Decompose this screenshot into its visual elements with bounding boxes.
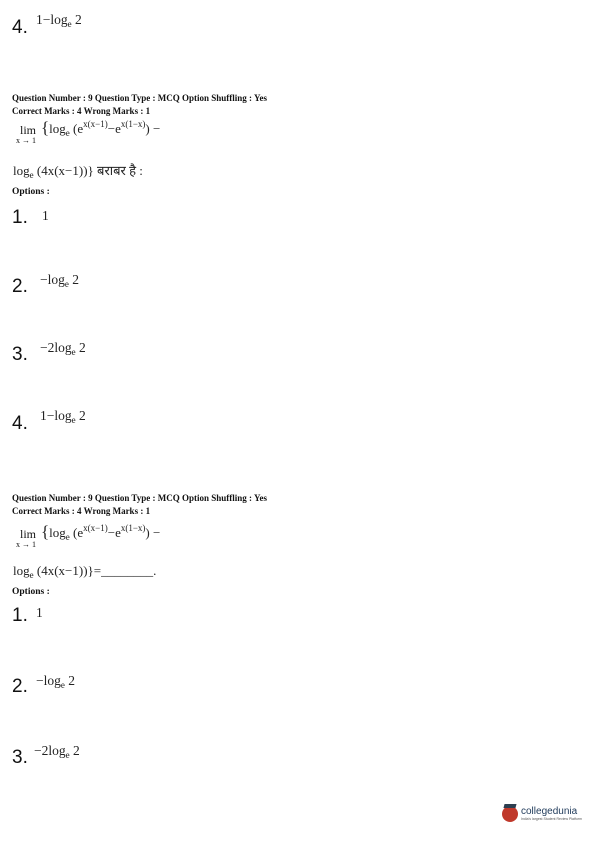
limit-notation: lim x → 1: [16, 527, 37, 549]
option-number: 1.: [12, 207, 28, 228]
option-number: 4.: [12, 413, 28, 434]
option-number: 1.: [12, 605, 28, 626]
question-expression-line2: $\log_e (4x(x-1))$} बराबर है :: [13, 163, 143, 180]
option-text: 1: [42, 208, 49, 223]
option-number: 4.: [12, 17, 28, 38]
option-number: 3.: [12, 344, 28, 365]
option-text: $1-\log_e$ 2: [36, 12, 82, 29]
options-label: Options :: [12, 587, 50, 597]
logo-name: collegedunia: [521, 805, 578, 817]
limit-notation: lim x → 1: [16, 123, 37, 145]
question-meta-line2: Correct Marks : 4 Wrong Marks : 1: [12, 106, 151, 116]
option-number: 3.: [12, 747, 28, 768]
question-expression-line1: {$\log_e$ $(e^{x(x-1)}-e^{x(1-x)})$ −: [41, 118, 161, 138]
option-text: $1-\log_e$ 2: [40, 408, 86, 425]
question-meta-line1: Question Number : 9 Question Type : MCQ Option Shuffling : Yes: [12, 493, 267, 503]
question-expression-line2: $\log_e$ (4x(x−1))}=________.: [13, 563, 157, 580]
collegedunia-logo: [502, 806, 582, 822]
question-meta-line1: Question Number : 9 Question Type : MCQ Option Shuffling : Yes: [12, 93, 267, 103]
option-text: $-2\log_e$ 2: [40, 340, 86, 357]
options-label: Options :: [12, 187, 50, 197]
graduation-cap-icon: [502, 806, 518, 822]
question-expression-line1: {$\log_e$ $(e^{x(x-1)}-e^{x(1-x)})$ −: [41, 522, 161, 542]
question-meta-line2: Correct Marks : 4 Wrong Marks : 1: [12, 506, 151, 516]
option-number: 2.: [12, 276, 28, 297]
option-text: $-2\log_e$ 2: [34, 743, 80, 760]
option-text: $-\log_e$ 2: [36, 673, 75, 690]
option-text: $-\log_e$ 2: [40, 272, 79, 289]
logo-tagline: India's largest Student Review Platform: [521, 816, 582, 821]
option-number: 2.: [12, 676, 28, 697]
option-text: 1: [36, 605, 43, 620]
